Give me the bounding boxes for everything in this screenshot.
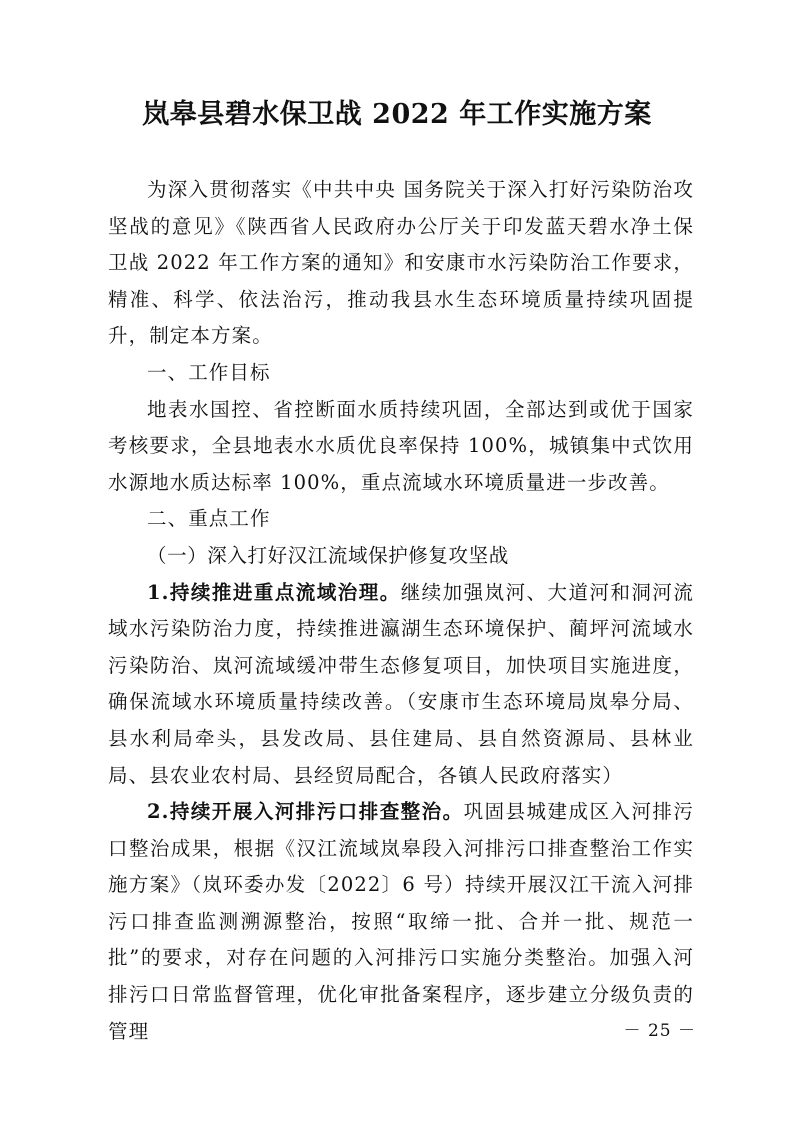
item-1-title: 1.持续推进重点流域治理。	[147, 580, 401, 604]
subsection-heading: （一）深入打好汉江流域保护修复攻坚战	[147, 543, 509, 567]
section-heading-key-work: 二、重点工作	[147, 507, 271, 531]
item-2-title: 2.持续开展入河排污口排查整治。	[147, 800, 464, 824]
item-1-paragraph	[108, 575, 694, 795]
item-2-paragraph	[108, 794, 694, 1050]
section-heading-goals: 一、工作目标	[147, 360, 271, 384]
page-number: － 25 －	[623, 1021, 696, 1041]
page-title: 岚皋县碧水保卫战 2022 年工作实施方案	[142, 99, 652, 130]
item-1-text: 继续加强岚河、大道河和洞河流域水污染防治力度，持续推进瀛湖生态环境保护、蔺坪河流域水污染防治、岚河流域缓冲带生态修复项目，加快项目实施进度，确保流域水环境质量持续改善。（安康市生态环境局岚皋分局、县水利局牵头，县发改局、县住建局、县自然资源局、县林业局、县农业农村局、县经贸局配合，各镇人民政府落实）	[108, 580, 694, 787]
document-body	[108, 172, 694, 1050]
goals-paragraph: 地表水国控、省控断面水质持续巩固，全部达到或优于国家考核要求，全县地表水水质优良率保持 100%，城镇集中式饮用水源地水质达标率 100%，重点流域水环境质量进一步改善。	[108, 397, 694, 494]
intro-paragraph: 为深入贯彻落实《中共中央 国务院关于深入打好污染防治攻坚战的意见》《陕西省人民政府办公厅关于印发蓝天碧水净土保卫战 2022 年工作方案的通知》和安康市水污染防治工作要求，精准、科学、依法治污，推动我县水生态环境质量持续巩固提升，制定本方案。	[108, 178, 694, 348]
item-2-text: 巩固县城建成区入河排污口整治成果，根据《汉江流域岚皋段入河排污口排查整治工作实施方案》（岚环委办发〔2022〕6 号）持续开展汉江干流入河排污口排查监测溯源整治，按照“取缔一批、合并一批、规范一批”的要求，对存在问题的入河排污口实施分类整治。加强入河排污口日常监督管理，优化审批备案程序，逐步建立分级负责的管理	[108, 800, 694, 1043]
